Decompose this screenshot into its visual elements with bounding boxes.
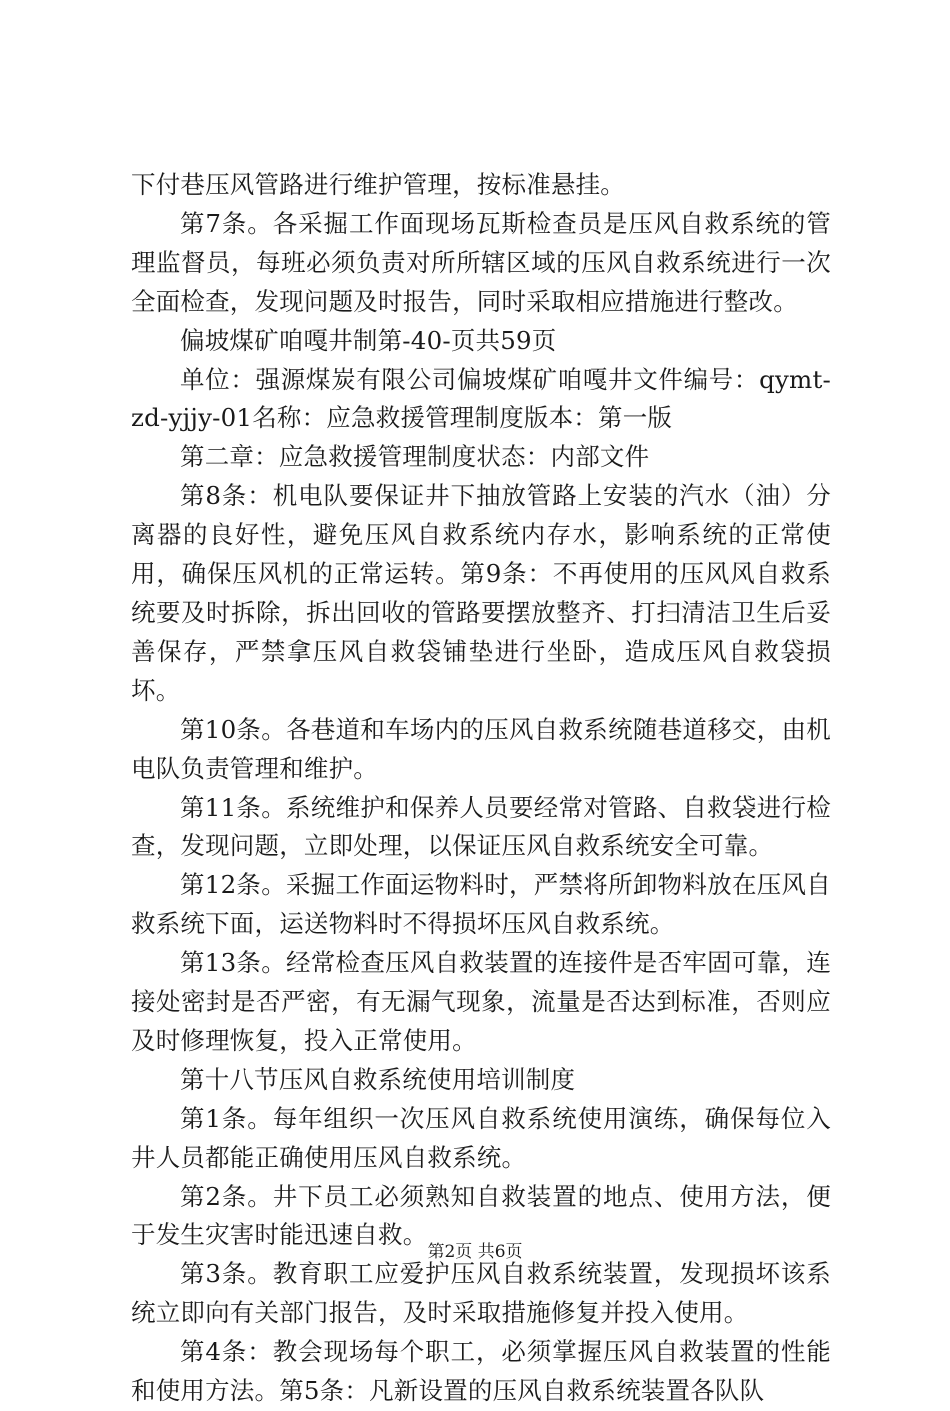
paragraph-article-13: 第13条。经常检查压风自救装置的连接件是否牢固可靠，连接处密封是否严密，有无漏气现象，流量是否达到标准，否则应及时修理恢复，投入正常使用。 [131,948,831,1055]
paragraph-article-8-9: 第8条：机电队要保证井下抽放管路上安装的汽水（油）分离器的良好性，避免压风自救系统内存水，影响系统的正常使用，确保压风机的正常运转。第9条：不再使用的压风风自救系统要及时拆除，拆出回收的管路要摆放整齐、打扫清洁卫生后妥善保存，严禁拿压风自救袋铺垫进行坐卧，造成压风自救袋损坏。 [131,481,831,705]
paragraph-training-article-2: 第2条。井下员工必须熟知自救装置的地点、使用方法，便于发生灾害时能迅速自救。 [131,1181,831,1250]
page-footer: 第2页 共6页 [427,1242,523,1262]
paragraph-article-10: 第10条。各巷道和车场内的压风自救系统随巷道移交，由机电队负责管理和维护。 [131,714,831,783]
paragraph-page-reference: 偏坡煤矿咱嘎井制第-40-页共59页 [180,325,557,355]
paragraph-continuation: 下付巷压风管路进行维护管理，按标准悬挂。 [131,170,625,199]
section-heading: 第十八节压风自救系统使用培训制度 [180,1064,576,1094]
paragraph-training-article-1: 第1条。每年组织一次压风自救系统使用演练，确保每位入井人员都能正确使用压风自救系统。 [131,1103,831,1172]
paragraph-article-11: 第11条。系统维护和保养人员要经常对管路、自救袋进行检查，发现问题，立即处理，以保证压风自救系统安全可靠。 [131,792,831,861]
paragraph-training-article-4-5: 第4条：教会现场每个职工，必须掌握压风自救装置的性能和使用方法。第5条：凡新设置的压风自救系统装置各队队 [131,1337,831,1406]
paragraph-document-info: 单位：强源煤炭有限公司偏坡煤矿咱嘎井文件编号：qymt-zd-yjjy-01名称：应急救援管理制度版本：第一版 [131,364,831,433]
paragraph-chapter-status: 第二章：应急救援管理制度状态：内部文件 [180,442,650,472]
paragraph-article-12: 第12条。采掘工作面运物料时，严禁将所卸物料放在压风自救系统下面，运送物料时不得损坏压风自救系统。 [131,870,831,939]
paragraph-training-article-3: 第3条。教育职工应爱护压风自救系统装置，发现损坏该系统立即向有关部门报告，及时采取措施修复并投入使用。 [131,1259,831,1328]
document-body [131,166,831,1411]
paragraph-article-7: 第7条。各采掘工作面现场瓦斯检查员是压风自救系统的管理监督员，每班必须负责对所所辖区域的压风自救系统进行一次全面检查，发现问题及时报告，同时采取相应措施进行整改。 [131,208,831,316]
